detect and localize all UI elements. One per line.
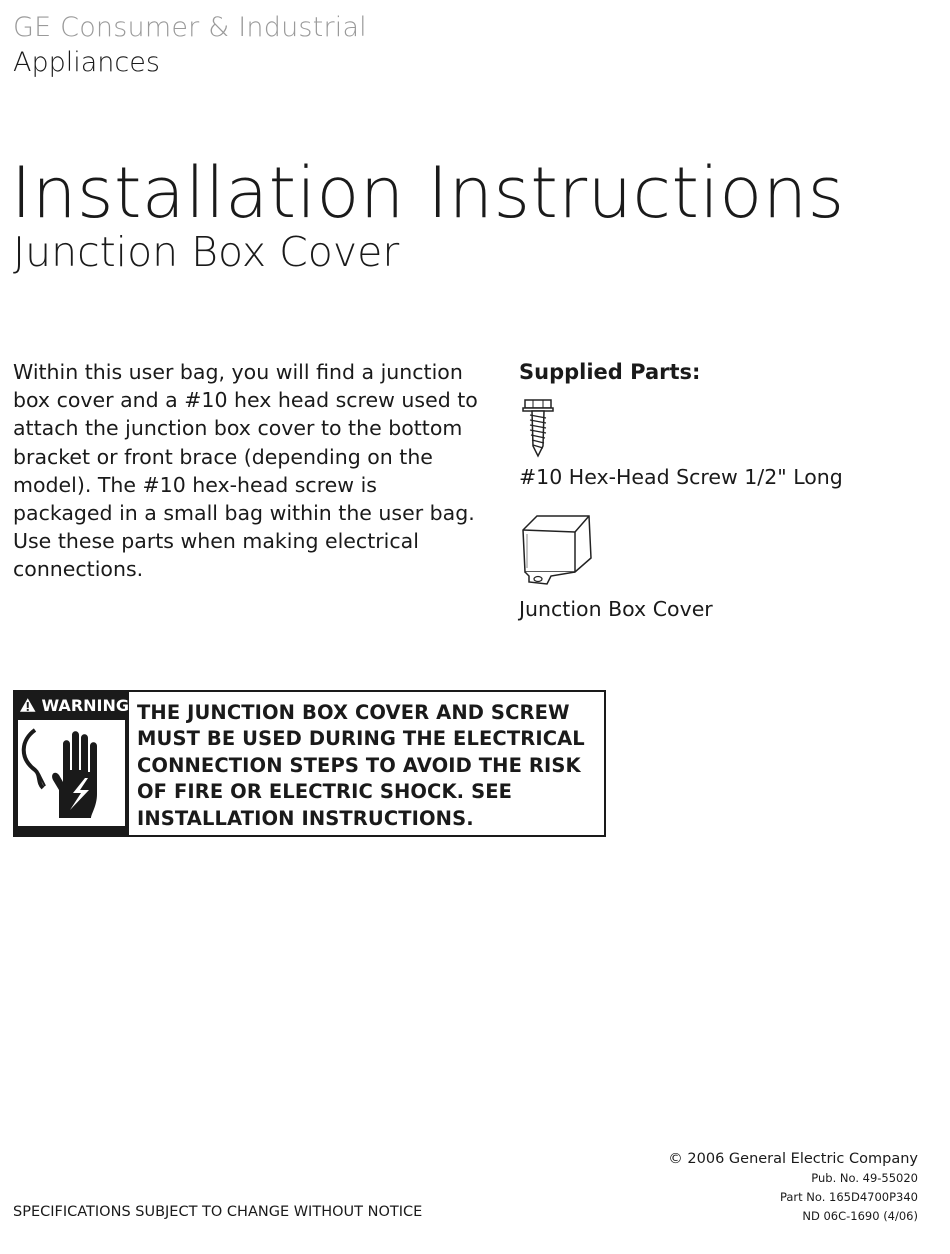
alert-triangle-icon [19,697,37,713]
footer-notice: SPECIFICATIONS SUBJECT TO CHANGE WITHOUT NOTICE [13,1204,423,1220]
copyright: © 2006 General Electric Company [668,1151,918,1167]
supplied-parts-heading: Supplied Parts: [519,360,701,384]
pub-number: Pub. No. 49-55020 [811,1171,918,1185]
warning-box [13,690,606,837]
warning-label [15,692,129,718]
brand-line-2: Appliances [13,47,160,78]
nd-code: ND 06C-1690 (4/06) [802,1209,918,1223]
part-number: Part No. 165D4700P340 [779,1190,918,1204]
page-subtitle: Junction Box Cover [13,228,400,276]
brand-line-1: GE Consumer & Industrial [13,12,367,43]
warning-label-text: WARNING [41,695,129,715]
junction-box-icon [519,512,595,588]
footer-publication-info [668,1150,918,1226]
warning-text: THE JUNCTION BOX COVER AND SCREW MUST BE USED DURING THE ELECTRICAL CONNECTION STEPS TO AVOID THE RISK OF FIRE OR ELECTRIC SHOCK. SEE INSTALLATION INSTRUCTIONS. [137,701,585,830]
electric-shock-hazard-icon [15,718,129,835]
page-title: Installation Instructions [11,152,845,234]
intro-paragraph: Within this user bag, you will find a junction box cover and a #10 hex head screw used to attach the junction box cover to the bottom bracket or front brace (depending on the model). The #10 hex-head screw is packaged in a small bag within the user bag. Use these parts when making electrical connections. [13,360,478,582]
screw-label: #10 Hex-Head Screw 1/2" Long [519,465,843,489]
junction-box-label: Junction Box Cover [519,597,713,621]
screw-icon [519,396,559,458]
